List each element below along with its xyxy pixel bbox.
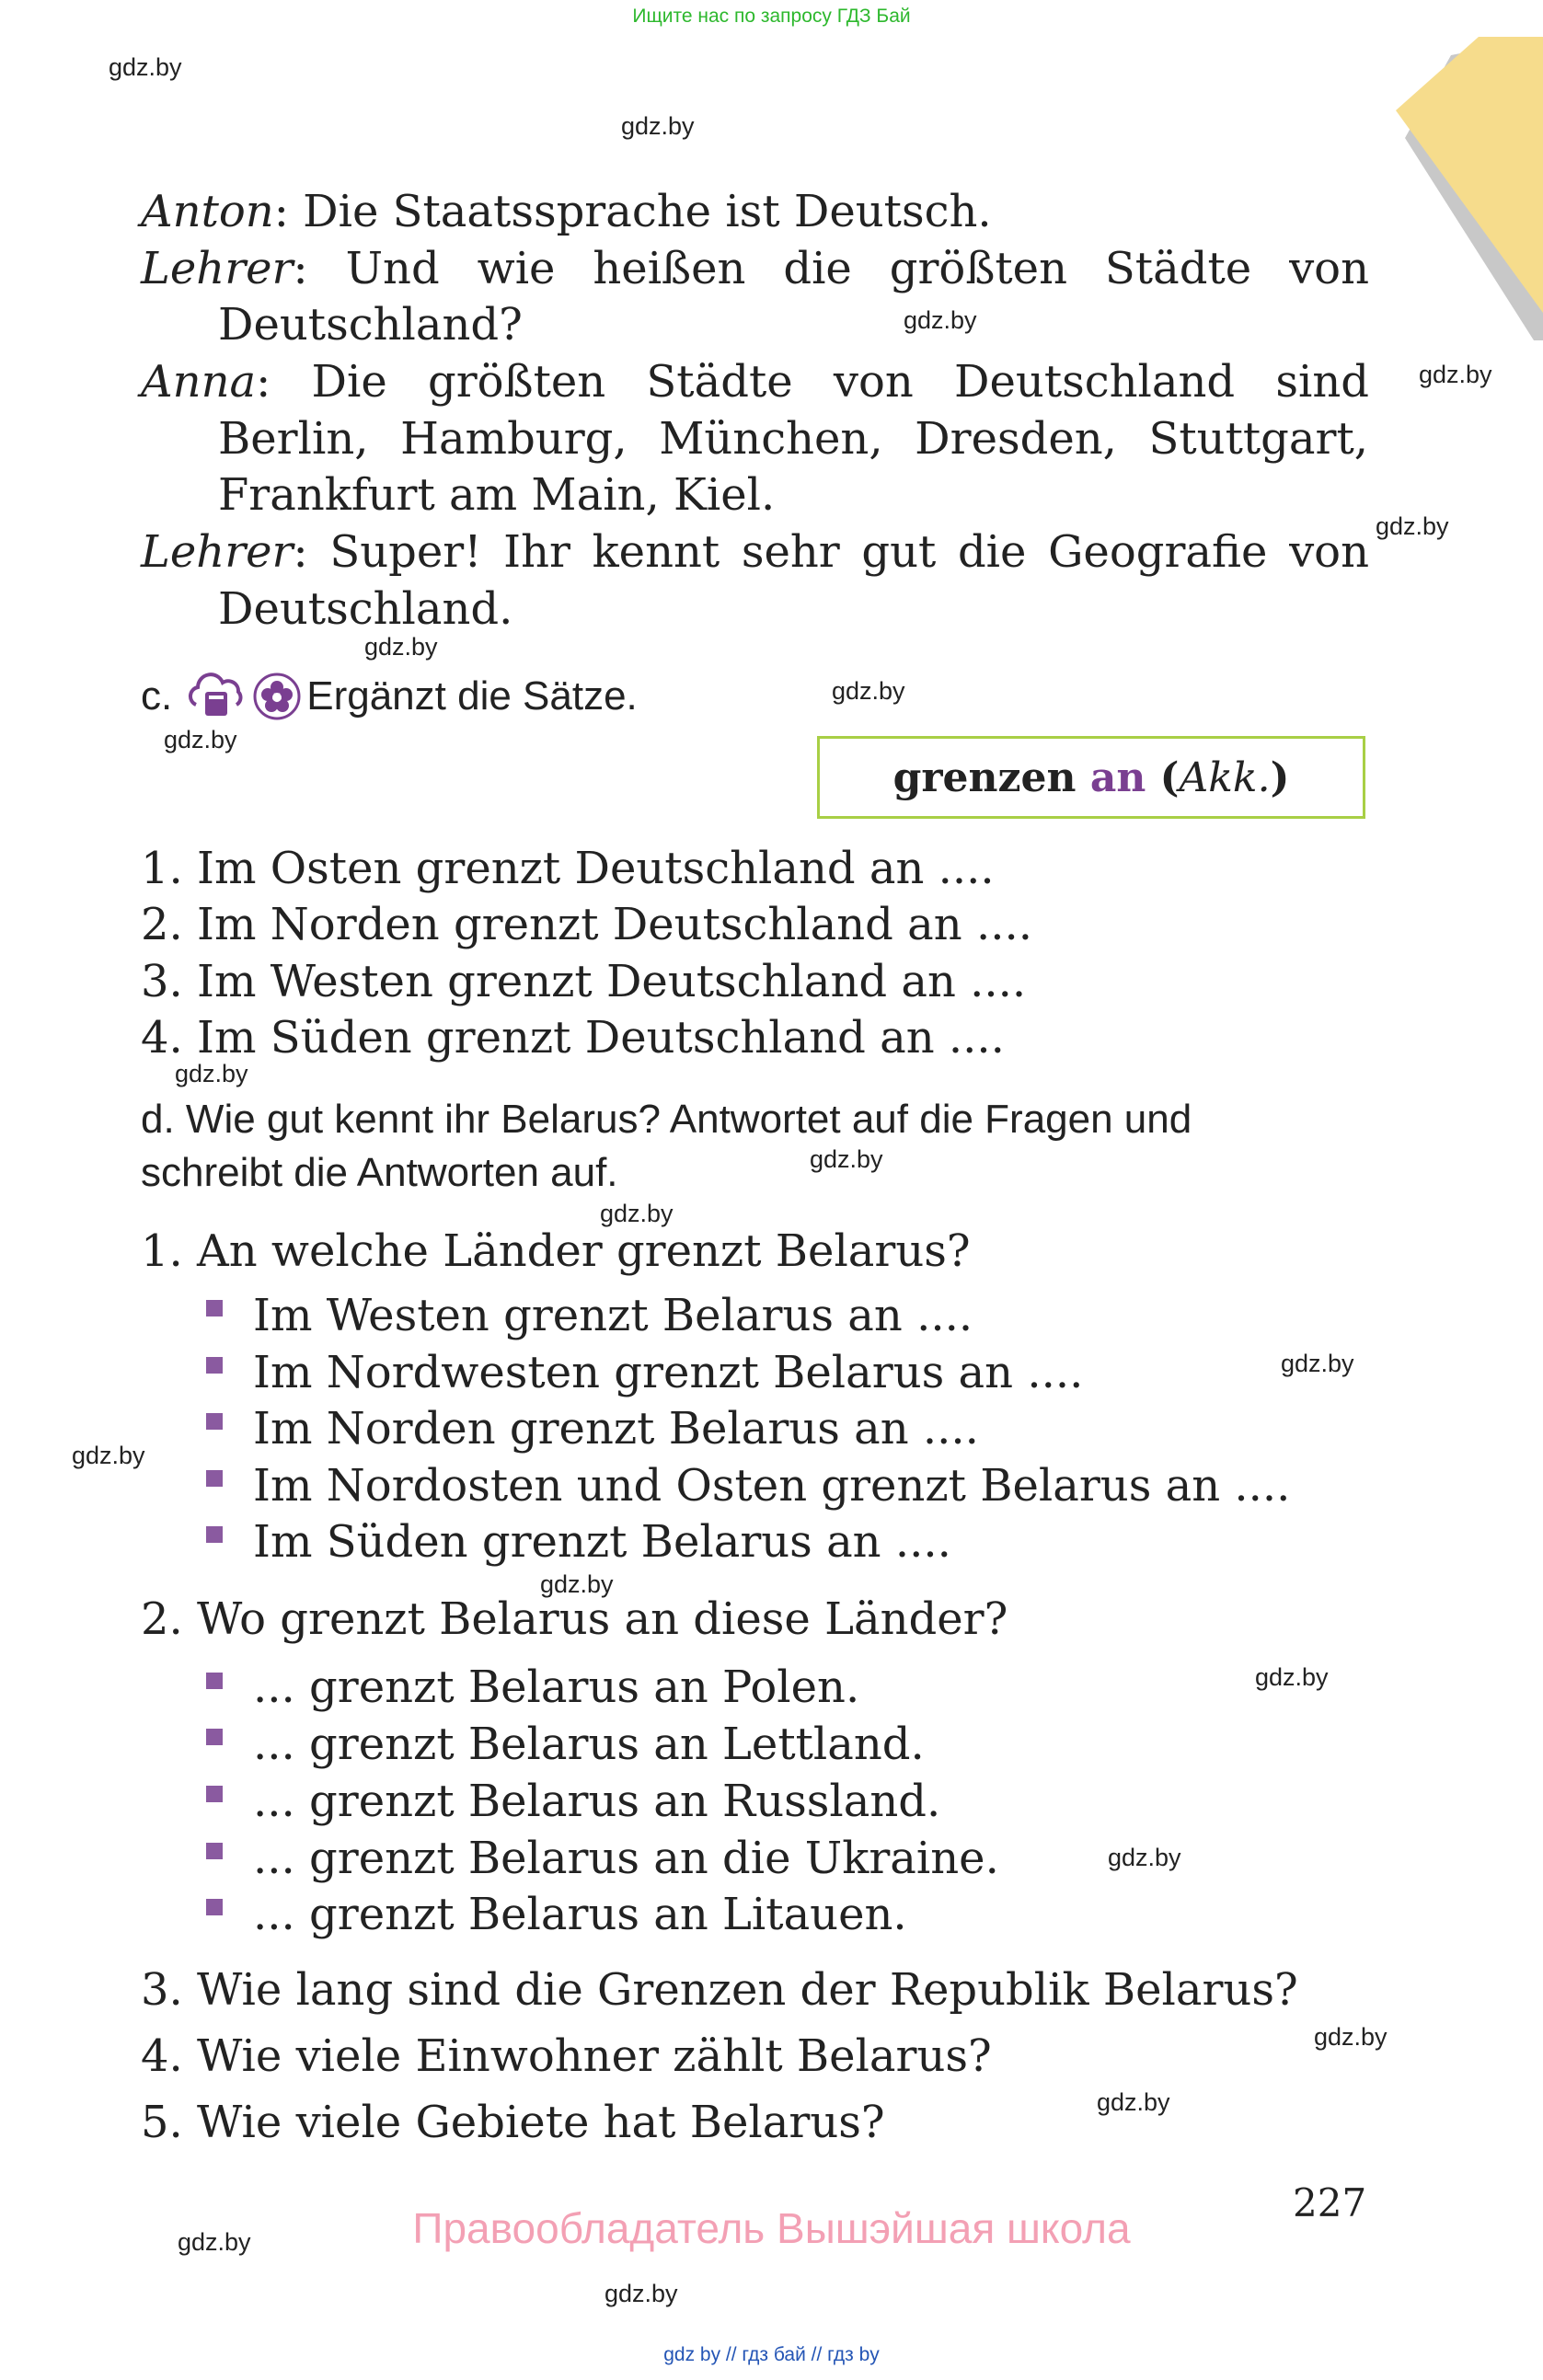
watermark: gdz.by bbox=[364, 633, 438, 661]
watermark: gdz.by bbox=[832, 677, 905, 705]
speaker-name: Lehrer bbox=[141, 526, 294, 578]
bullet-icon bbox=[206, 1843, 223, 1859]
speaker-name: Lehrer bbox=[141, 243, 294, 294]
watermark: gdz.by bbox=[810, 1145, 883, 1173]
list-item: ... grenzt Belarus an Polen. bbox=[253, 1661, 860, 1713]
watermark: gdz.by bbox=[540, 1570, 614, 1598]
footer-links[interactable]: gdz by // гдз бай // гдз by bbox=[663, 2344, 880, 2365]
watermark: gdz.by bbox=[605, 2280, 678, 2307]
list-item: ... grenzt Belarus an Lettland. bbox=[253, 1719, 925, 1770]
dialogue-text: : Und wie heißen die größten Städte von bbox=[293, 243, 1369, 294]
list-item: Im Nordosten und Osten grenzt Belarus an .... bbox=[253, 1460, 1291, 1512]
question-4: 4. Wie viele Einwohner zählt Belarus? bbox=[141, 2030, 992, 2082]
list-item: ... grenzt Belarus an Litauen. bbox=[253, 1889, 907, 1940]
grammar-case-close: ) bbox=[1270, 753, 1290, 801]
watermark: gdz.by bbox=[72, 1442, 145, 1469]
watermark: gdz.by bbox=[1108, 1844, 1181, 1871]
watermark: gdz.by bbox=[904, 306, 977, 334]
list-item: Im Norden grenzt Belarus an .... bbox=[253, 1403, 979, 1454]
question-2: 2. Wo grenzt Belarus an diese Länder? bbox=[141, 1593, 1008, 1645]
list-item: 1. Im Osten grenzt Deutschland an .... bbox=[141, 843, 995, 894]
bullet-icon bbox=[206, 1357, 223, 1374]
list-item: 3. Im Westen grenzt Deutschland an .... bbox=[141, 956, 1027, 1007]
bullet-icon bbox=[206, 1673, 223, 1689]
bullet-icon bbox=[206, 1729, 223, 1745]
grammar-box bbox=[817, 736, 1365, 819]
list-item: ... grenzt Belarus an Russland. bbox=[253, 1776, 941, 1827]
watermark: gdz.by bbox=[1255, 1663, 1329, 1691]
flower-icon bbox=[253, 673, 301, 720]
list-item: Im Nordwesten grenzt Belarus an .... bbox=[253, 1347, 1084, 1398]
dialogue-continuation: Berlin, Hamburg, München, Dresden, Stuttgart, bbox=[218, 413, 1368, 465]
question-3: 3. Wie lang sind die Grenzen der Republik Belarus? bbox=[141, 1964, 1298, 2016]
watermark: gdz.by bbox=[109, 53, 182, 81]
bullet-icon bbox=[206, 1526, 223, 1543]
section-d-heading-line2: schreibt die Antworten auf. bbox=[141, 1150, 618, 1195]
list-item: ... grenzt Belarus an die Ukraine. bbox=[253, 1833, 999, 1884]
bullet-icon bbox=[206, 1786, 223, 1802]
list-item: Im Süden grenzt Belarus an .... bbox=[253, 1516, 951, 1568]
dialogue-line bbox=[141, 184, 1369, 239]
list-item: 4. Im Süden grenzt Deutschland an .... bbox=[141, 1012, 1005, 1064]
question-1: 1. An welche Länder grenzt Belarus? bbox=[141, 1225, 971, 1277]
question-5: 5. Wie viele Gebiete hat Belarus? bbox=[141, 2097, 885, 2148]
dialogue-continuation: Frankfurt am Main, Kiel. bbox=[218, 469, 776, 521]
grammar-case: Akk. bbox=[1179, 753, 1271, 801]
dialogue-line bbox=[141, 241, 1369, 296]
watermark: gdz.by bbox=[1097, 2088, 1170, 2116]
dialogue-continuation: Deutschland? bbox=[218, 299, 523, 351]
grammar-verb: grenzen bbox=[892, 753, 1077, 801]
watermark: gdz.by bbox=[1281, 1350, 1354, 1377]
page-number: 227 bbox=[1293, 2180, 1367, 2225]
dialogue-continuation: Deutschland. bbox=[218, 583, 513, 635]
watermark: gdz.by bbox=[600, 1200, 674, 1227]
cloud-book-icon bbox=[185, 672, 246, 721]
top-banner: Ищите нас по запросу ГДЗ Бай bbox=[632, 6, 911, 27]
dialogue-text: : Super! Ihr kennt sehr gut die Geografie von bbox=[293, 526, 1369, 578]
dialogue-line bbox=[141, 354, 1369, 409]
section-letter: c. bbox=[141, 673, 173, 719]
watermark: gdz.by bbox=[164, 726, 237, 753]
copyright-notice: Правообладатель Вышэйшая школа bbox=[412, 2204, 1131, 2252]
page-corner-decoration bbox=[1341, 37, 1543, 340]
speaker-name: Anton bbox=[141, 186, 274, 237]
bullet-icon bbox=[206, 1300, 223, 1316]
watermark: gdz.by bbox=[178, 2228, 251, 2256]
watermark: gdz.by bbox=[175, 1060, 248, 1087]
dialogue-text: : Die größten Städte von Deutschland sind bbox=[256, 356, 1369, 408]
list-item: Im Westen grenzt Belarus an .... bbox=[253, 1290, 973, 1341]
section-c-heading bbox=[141, 672, 638, 721]
section-d-heading-line1: d. Wie gut kennt ihr Belarus? Antwortet auf die Fragen und bbox=[141, 1097, 1192, 1142]
section-title: Ergänzt die Sätze. bbox=[306, 673, 638, 719]
watermark: gdz.by bbox=[621, 112, 695, 140]
watermark: gdz.by bbox=[1419, 361, 1492, 388]
watermark: gdz.by bbox=[1376, 512, 1449, 540]
dialogue-line bbox=[141, 524, 1369, 580]
bullet-icon bbox=[206, 1413, 223, 1430]
bullet-icon bbox=[206, 1470, 223, 1487]
speaker-name: Anna bbox=[141, 356, 257, 408]
bullet-icon bbox=[206, 1899, 223, 1915]
grammar-case-open: ( bbox=[1159, 753, 1180, 801]
dialogue-text: : Die Staatssprache ist Deutsch. bbox=[273, 186, 992, 237]
watermark: gdz.by bbox=[1314, 2023, 1388, 2051]
list-item: 2. Im Norden grenzt Deutschland an .... bbox=[141, 899, 1032, 950]
grammar-particle: an bbox=[1089, 753, 1146, 801]
